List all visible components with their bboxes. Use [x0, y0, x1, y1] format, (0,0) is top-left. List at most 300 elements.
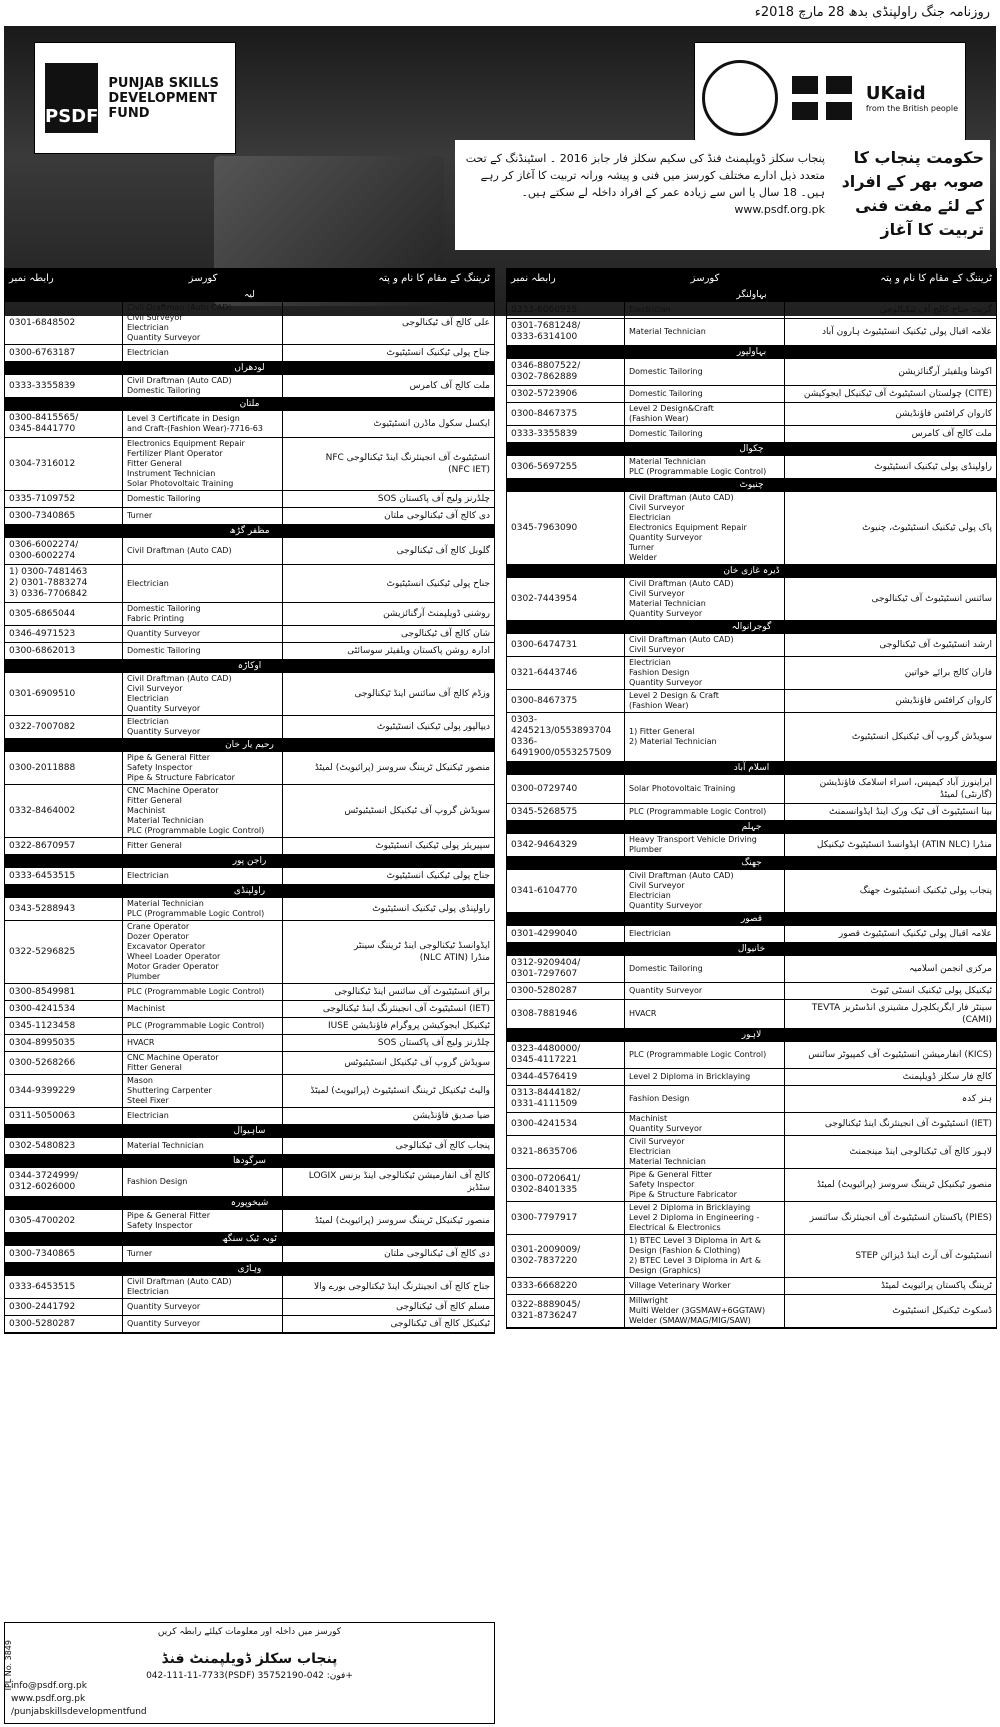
header-phone: رابطہ نمبر	[511, 273, 556, 284]
footer-facebook[interactable]: /punjabskillsdevelopmentfund	[11, 1707, 147, 1717]
institute-name: کالج فار سکلز ڈویلپمنٹ	[902, 1072, 992, 1082]
table-row	[5, 1035, 494, 1052]
course-list: Domestic Tailoring	[625, 386, 785, 402]
table-row	[5, 375, 494, 398]
course-list: 1) Fitter General 2) Material Technician	[625, 713, 785, 761]
ukaid-text: UKaid	[865, 83, 926, 104]
phone-number: 0301-6909510	[5, 673, 123, 715]
phone-number: 0306-5697255	[507, 456, 625, 478]
course-list: PLC (Programmable Logic Control)	[123, 1018, 283, 1034]
psdf-mark: PSDF	[45, 63, 98, 133]
institute-name: علی کالج آف ٹیکنالوجی	[402, 318, 490, 328]
phone-number: 0302-5480823	[5, 1138, 123, 1154]
table-row	[5, 508, 494, 525]
institute-name: SOS چلڈرنز ولیج آف پاکستان	[377, 1038, 490, 1048]
course-list: Domestic Tailoring	[123, 491, 283, 507]
phone-number: 0346-8807522/ 0302-7862889	[507, 359, 625, 385]
institute-name: مسلم کالج آف ٹیکنالوجی	[396, 1302, 490, 1312]
course-list: Electrician	[123, 565, 283, 602]
course-list: Civil Draftman (Auto CAD) Electrician	[123, 1276, 283, 1298]
course-list: Machinist	[123, 1001, 283, 1017]
city-header: جہلم	[507, 821, 996, 834]
table-row	[5, 984, 494, 1001]
table-row	[5, 752, 494, 785]
psdf-name: PUNJAB SKILLS DEVELOPMENT FUND	[108, 75, 219, 121]
institute-name: کاروان کرافٹس فاؤنڈیشن	[895, 696, 992, 706]
table-header	[507, 269, 996, 289]
header-institute: ٹریننگ کے مقام کا نام و پتہ	[880, 273, 992, 284]
course-list: Village Veterinary Worker	[625, 1278, 785, 1294]
city-header: گوجرانوالہ	[507, 621, 996, 634]
phone-number: 0300-5280287	[5, 1316, 123, 1332]
phone-number: 0302-7443954	[507, 578, 625, 620]
course-list: Fashion Design	[625, 1086, 785, 1112]
phone-number: 0303-4245213/0553893704 0336-6491900/0553257509	[507, 713, 625, 761]
table-row	[5, 1052, 494, 1075]
institute-name: سائنس انسٹیٹیوٹ آف ٹیکنالوجی	[871, 594, 992, 604]
table-row	[5, 565, 494, 603]
footer-title: پنجاب سکلز ڈویلپمنٹ فنڈ	[161, 1651, 338, 1667]
phone-number: 0321-8635706	[507, 1136, 625, 1168]
table-row	[5, 1276, 494, 1299]
table-row	[5, 643, 494, 660]
phone-number: 0306-6002274/ 0300-6002274	[5, 538, 123, 564]
table-row	[5, 868, 494, 885]
course-list: Quantity Surveyor	[123, 1299, 283, 1315]
table-row	[5, 626, 494, 643]
course-list: Material Technician	[123, 1138, 283, 1154]
phone-number: 0300-2441792	[5, 1299, 123, 1315]
institute-name: ہنر کدہ	[961, 1094, 992, 1104]
table-row	[5, 1299, 494, 1316]
course-list: Solar Photovoltaic Training	[625, 775, 785, 803]
intro-box	[455, 140, 990, 250]
ukaid-logo	[694, 42, 966, 154]
table-row	[507, 1069, 996, 1086]
course-list: PLC (Programmable Logic Control)	[625, 1042, 785, 1068]
institute-name: ٹریننگ پاکستان پرائیویٹ لمیٹڈ	[881, 1281, 992, 1291]
course-list: HVACR	[625, 1000, 785, 1028]
table-row	[5, 491, 494, 508]
course-list: Level 2 Diploma in Bricklaying	[625, 1069, 785, 1085]
course-list: Electrician	[625, 302, 785, 318]
phone-number: 0341-6104770	[507, 870, 625, 912]
institute-name: منصور ٹیکنیکل ٹریننگ سروسز (پرائیویٹ) لمیٹڈ	[816, 1180, 992, 1190]
institute-name: ایڈوانسڈ ٹیکنالوجی اینڈ ٹریننگ سینٹر (NLC ATIN) منڈرا	[354, 941, 490, 963]
city-header: ٹوبہ ٹیک سنگھ	[5, 1233, 494, 1246]
table-row	[507, 1113, 996, 1136]
course-list: Turner	[123, 1246, 283, 1262]
phone-number: 0333-3355839	[5, 375, 123, 397]
table-row	[507, 690, 996, 713]
phone-number: 0300-6763187	[5, 345, 123, 361]
ad-reference: IPL No. 3849	[4, 1640, 13, 1691]
institute-name: ایکسل سکول ماڈرن انسٹیٹیوٹ	[373, 419, 490, 429]
city-header: چکوال	[507, 443, 996, 456]
course-list: Electrician	[123, 1108, 283, 1124]
table-row	[5, 538, 494, 565]
table-row	[507, 302, 996, 319]
table-row	[5, 1316, 494, 1333]
phone-number: 0322-7007082	[5, 716, 123, 738]
institute-name: گریٹ جناح کالج آف ٹیکنالوجی	[879, 305, 992, 315]
course-list: Fashion Design	[123, 1168, 283, 1196]
table-row	[5, 673, 494, 716]
phone-number: 0302-5723906	[507, 386, 625, 402]
table-row	[507, 713, 996, 762]
footer-website[interactable]: www.psdf.org.pk	[11, 1694, 86, 1704]
course-list: Civil Draftman (Auto CAD) Civil Surveyor	[625, 634, 785, 656]
table-row	[507, 578, 996, 621]
course-list: Electrician Fashion Design Quantity Surveyor	[625, 657, 785, 689]
course-list: Level 2 Diploma in Bricklaying Level 2 Diploma in Engineering - Electrical & Electronics	[625, 1202, 785, 1234]
header-phone: رابطہ نمبر	[9, 273, 54, 284]
course-list: Quantity Surveyor	[123, 1316, 283, 1332]
course-list: Material Technician PLC (Programmable Logic Control)	[625, 456, 785, 478]
course-list: Machinist Quantity Surveyor	[625, 1113, 785, 1135]
city-header: لیہ	[5, 289, 494, 302]
course-list: Domestic Tailoring Fabric Printing	[123, 603, 283, 625]
phone-number: 0344-9399229	[5, 1075, 123, 1107]
phone-number: 0344-4576419	[507, 1069, 625, 1085]
psdf-logo	[34, 42, 236, 154]
course-list: Civil Draftman (Auto CAD) Civil Surveyor Material Technician Quantity Surveyor	[625, 578, 785, 620]
table-row	[5, 898, 494, 921]
phone-number: 0335-7109752	[5, 491, 123, 507]
table-row	[5, 1108, 494, 1125]
phone-number: 0300-8467375	[507, 690, 625, 712]
course-list: Civil Draftman (Auto CAD)	[123, 538, 283, 564]
city-header: سرگودھا	[5, 1155, 494, 1168]
table-row	[507, 926, 996, 943]
phone-number: 0304-7316012	[5, 438, 123, 490]
institute-name: سویڈش گروپ آف ٹیکنیکل انسٹیٹیوٹس	[344, 1058, 490, 1068]
phone-number: 0301-2009009/ 0302-7837220	[507, 1235, 625, 1277]
institute-name: سویڈش گروپ آف ٹیکنیکل انسٹیٹیوٹ	[851, 732, 992, 742]
city-header: اسلام آباد	[507, 762, 996, 775]
course-list: CNC Machine Operator Fitter General Machinist Material Technician PLC (Programmable Logic Control)	[123, 785, 283, 837]
table-row	[507, 1278, 996, 1295]
phone-number: 0322-8889045/ 0321-8736247	[507, 1295, 625, 1327]
course-list: Millwright Multi Welder (3GSMAW+6GGTAW) Welder (SMAW/MAG/MIG/SAW)	[625, 1295, 785, 1327]
city-header: ملتان	[5, 398, 494, 411]
institute-name: STEP انسٹیٹیوٹ آف آرٹ اینڈ ڈیزائن	[855, 1251, 992, 1261]
institute-name: جناح پولی ٹیکنیک انسٹیٹیوٹ	[386, 871, 490, 881]
course-list: Civil Surveyor Electrician Material Technician	[625, 1136, 785, 1168]
institute-name: انسٹیٹیوٹ آف انجینئرنگ اینڈ ٹیکنالوجی (IET)	[322, 1004, 490, 1014]
institute-name: والیٹ ٹیکنیکل ٹریننگ انسٹیٹیوٹ (پرائیویٹ) لمیٹڈ	[310, 1086, 490, 1096]
institute-name: کاروان کرافٹس فاؤنڈیشن	[895, 409, 992, 419]
phone-number: 0322-8670957	[5, 838, 123, 854]
table-row	[5, 1018, 494, 1035]
city-header: بہاولپور	[507, 346, 996, 359]
institute-name: اکوشا ویلفیئر آرگنائزیشن	[898, 367, 992, 377]
institute-name: جناح پولی ٹیکنیک انسٹیٹیوٹ	[386, 348, 490, 358]
institute-name: SOS چلڈرنز ولیج آف پاکستان	[377, 494, 490, 504]
institute-name: سپیریئر پولی ٹیکنیک انسٹیٹیوٹ	[375, 841, 490, 851]
institute-name: LOGIX کالج آف انفارمیشن ٹیکنالوجی اینڈ بزنس سٹڈیز	[308, 1171, 490, 1193]
phone-number: 0333-6453515	[5, 1276, 123, 1298]
table-row	[507, 1136, 996, 1169]
table-row	[507, 426, 996, 443]
table-row	[507, 492, 996, 565]
course-list: Material Technician PLC (Programmable Logic Control)	[123, 898, 283, 920]
institute-name: وزڈم کالج آف سائنس اینڈ ٹیکنالوجی	[354, 689, 490, 699]
table-row	[5, 1138, 494, 1155]
course-list: Quantity Surveyor	[123, 626, 283, 642]
ukaid-subtitle: from the British people	[865, 104, 959, 113]
course-list: Electrician Quantity Surveyor	[123, 716, 283, 738]
table-row	[5, 302, 494, 345]
phone-number: 0300-5280287	[507, 983, 625, 999]
institute-name: دی کالج آف ٹیکنالوجی ملتان	[384, 511, 490, 521]
city-header: وہاڑی	[5, 1263, 494, 1276]
course-list: Civil Draftman (Auto CAD) Domestic Tailoring	[123, 375, 283, 397]
institute-name: علامہ اقبال پولی ٹیکنیک انسٹیٹیوٹ قصور	[838, 929, 992, 939]
institute-name: NFC انسٹیٹیوٹ آف انجینئرنگ اینڈ ٹیکنالوجی (NFC IET)	[325, 453, 490, 475]
institute-name: سویڈش گروپ آف ٹیکنیکل انسٹیٹیوٹس	[344, 806, 490, 816]
table-row	[5, 603, 494, 626]
phone-number: 0301-6848502	[5, 302, 123, 344]
course-list: CNC Machine Operator Fitter General	[123, 1052, 283, 1074]
phone-number: 0300-8467375	[507, 403, 625, 425]
institute-name: چولستان انسٹیٹیوٹ آف ٹیکنیکل ایجوکیشن (CITE)	[803, 389, 992, 399]
table-row	[507, 956, 996, 983]
course-list: Level 3 Certificate in Design and Craft-(Fashion Wear)-7716-63	[123, 411, 283, 437]
city-header: بہاولنگر	[507, 289, 996, 302]
table-row	[5, 438, 494, 491]
table-row	[507, 775, 996, 804]
institute-name: دیپالپور پولی ٹیکنیک انسٹیٹیوٹ	[376, 722, 490, 732]
institute-name: ٹیکنیکل پولی ٹیکنیک انسٹی ٹیوٹ	[870, 986, 992, 996]
institute-name: بینا انسٹیٹیوٹ آف ٹیک ورک اینڈ ایڈوانسمنٹ	[828, 807, 992, 817]
phone-number: 0345-1123458	[5, 1018, 123, 1034]
phone-number: 0311-5050063	[5, 1108, 123, 1124]
city-header: ساہیوال	[5, 1125, 494, 1138]
phone-number: 0332-8464002	[5, 785, 123, 837]
course-list: Electrician	[625, 926, 785, 942]
institute-name: منصور ٹیکنیکل ٹریننگ سروسز (پرائیویٹ) لمیٹڈ	[314, 1216, 490, 1226]
phone-number: 1) 0300-7481463 2) 0301-7883274 3) 0336-7706842	[5, 565, 123, 602]
institute-name: علامہ اقبال پولی ٹیکنیک انسٹیٹیوٹ ہارون آباد	[822, 327, 992, 337]
table-row	[507, 657, 996, 690]
city-header: ڈیرہ غازی خان	[507, 565, 996, 578]
table-row	[507, 319, 996, 346]
phone-number: 0305-4700202	[5, 1210, 123, 1232]
city-header: شیخوپورہ	[5, 1197, 494, 1210]
course-list: HVACR	[123, 1035, 283, 1051]
course-list: Level 2 Design & Craft (Fashion Wear)	[625, 690, 785, 712]
institute-name: پنجاب پولی ٹیکنیک انسٹیٹیوٹ جھنگ	[859, 886, 992, 896]
city-header: قصور	[507, 913, 996, 926]
table-row	[507, 1202, 996, 1235]
intro-text: پنجاب سکلز ڈویلپمنٹ فنڈ کی سکیم سکلز فار جابز 2016 ۔ اسٹینڈنگ کے تحت متعدد ذیل ادارے مختلف کورسز میں فنی و پیشہ ورانہ تربیت کا آغاز کر رہے ہیں۔ 18 سال یا اس سے زیادہ عمر کے افراد داخلہ لے سکتے ہیں۔ www.psdf.org.pk	[465, 152, 825, 216]
table-row	[5, 1246, 494, 1263]
course-list: Quantity Surveyor	[625, 983, 785, 999]
header-course: کورسز	[188, 273, 218, 284]
institute-name: راولپنڈی پولی ٹیکنیک انسٹیٹیوٹ	[874, 462, 992, 472]
city-header: اوکاڑہ	[5, 660, 494, 673]
table-row	[507, 1042, 996, 1069]
table-row	[507, 1086, 996, 1113]
phone-number: 0300-8549981	[5, 984, 123, 1000]
phone-number: 0333-6453515	[5, 868, 123, 884]
course-list: Electrician	[123, 868, 283, 884]
institute-name: لاہور کالج آف ٹیکنالوجی اینڈ مینجمنٹ	[849, 1147, 992, 1157]
institute-name: مرکزی انجمن اسلامیہ	[909, 964, 992, 974]
institute-name: منصور ٹیکنیکل ٹریننگ سروسز (پرائیویٹ) لمیٹڈ	[314, 763, 490, 773]
newspaper-date-line: روزنامہ جنگ راولپنڈی بدھ 28 مارچ 2018ء	[754, 5, 990, 20]
institute-name: راولپنڈی پولی ٹیکنیک انسٹیٹیوٹ	[372, 904, 490, 914]
city-header: جھنگ	[507, 857, 996, 870]
institute-name: پاک پولی ٹیکنیک انسٹیٹیوٹ، چنیوٹ	[862, 523, 992, 533]
institute-name: ضیا صدیق فاؤنڈیشن	[412, 1111, 490, 1121]
course-list: Heavy Transport Vehicle Driving Plumber	[625, 834, 785, 856]
union-flag-icon	[792, 76, 852, 120]
institute-name: پاکستان انسٹیٹیوٹ آف انجینئرنگ سائنسز (PIES)	[809, 1213, 992, 1223]
institute-name: ملت کالج آف کامرس	[911, 429, 992, 439]
table-row	[507, 834, 996, 857]
course-list: PLC (Programmable Logic Control)	[625, 804, 785, 820]
course-list: Level 2 Design&Craft (Fashion Wear)	[625, 403, 785, 425]
table-row	[507, 634, 996, 657]
institute-name: جناح پولی ٹیکنیک انسٹیٹیوٹ	[386, 578, 490, 589]
table-row	[5, 1075, 494, 1108]
institute-name: ارشد انسٹیٹیوٹ آف ٹیکنالوجی	[879, 640, 992, 650]
table-row	[5, 345, 494, 362]
course-list: Electronics Equipment Repair Fertilizer Plant Operator Fitter General Instrument Technician Solar Photovoltaic Training	[123, 438, 283, 490]
city-header: مظفر گڑھ	[5, 525, 494, 538]
phone-number: 0308-7881946	[507, 1000, 625, 1028]
course-list: Domestic Tailoring	[625, 426, 785, 442]
intro-title: حکومت پنجاب کا صوبہ بھر کے افراد کے لئے مفت فنی تربیت کا آغاز	[841, 148, 984, 239]
course-list: Civil Draftman (Auto CAD) Civil Surveyor Electrician Quantity Surveyor	[123, 673, 283, 715]
phone-number: 0344-3724999/ 0312-6026000	[5, 1168, 123, 1196]
course-list: Pipe & General Fitter Safety Inspector Pipe & Structure Fabricator	[123, 752, 283, 784]
institute-name: ملت کالج آف کامرس	[409, 381, 490, 391]
table-row	[5, 1168, 494, 1197]
phone-number: 0312-9209404/ 0301-7297607	[507, 956, 625, 982]
course-list: Mason Shuttering Carpenter Steel Fixer	[123, 1075, 283, 1107]
table-row	[507, 983, 996, 1000]
institute-name: دی کالج آف ٹیکنالوجی ملتان	[384, 1249, 490, 1259]
table-row	[5, 716, 494, 739]
phone-number: 0321-6443746	[507, 657, 625, 689]
institute-name: فاران کالج برائے خواتین	[904, 668, 992, 678]
phone-number: 0305-6865044	[5, 603, 123, 625]
phone-number: 0301-4299040	[507, 926, 625, 942]
course-list: Crane Operator Dozer Operator Excavator Operator Wheel Loader Operator Motor Grader Operator Plumber	[123, 921, 283, 983]
phone-number: 0304-8995035	[5, 1035, 123, 1051]
course-list: Domestic Tailoring	[625, 956, 785, 982]
phone-number: 0345-5268575	[507, 804, 625, 820]
phone-number: 0346-4971523	[5, 626, 123, 642]
phone-number: 0300-0720641/ 0302-8401335	[507, 1169, 625, 1201]
course-list: 1) BTEC Level 3 Diploma in Art & Design (Fashion & Clothing) 2) BTEC Level 3 Diploma in Art & Design (Graphics)	[625, 1235, 785, 1277]
table-row	[507, 456, 996, 479]
course-list: Civil Draftman (Auto CAD) Civil Surveyor Electrician Quantity Surveyor	[625, 870, 785, 912]
course-list: Fitter General	[123, 838, 283, 854]
phone-number: 0300-4241534	[507, 1113, 625, 1135]
institute-name: گلوبل کالج آف ٹیکنالوجی	[396, 546, 490, 556]
institute-name: ایراینورز آباد کیمپس، اسراء اسلامک فاؤنڈیشن (گارنٹی) لمیٹڈ	[819, 778, 992, 800]
course-list: Domestic Tailoring	[123, 643, 283, 659]
course-list: Electrician	[123, 345, 283, 361]
table-row	[5, 838, 494, 855]
table-row	[507, 1295, 996, 1328]
left-table	[4, 268, 495, 1334]
institute-name: ڈسکوٹ ٹیکنیکل انسٹیٹیوٹ	[892, 1306, 992, 1316]
phone-number: 0300-6474731	[507, 634, 625, 656]
footer-email[interactable]: info@psdf.org.pk	[11, 1681, 87, 1691]
institute-name: ٹیکنیکل کالج آف ٹیکنالوجی	[390, 1319, 490, 1329]
phone-number: 0345-7963090	[507, 492, 625, 564]
course-list: Civil Draftman (Auto CAD) Civil Surveyor Electrician Electronics Equipment Repair Quantity Surveyor Turner Welder	[625, 492, 785, 564]
course-list: Material Technician	[625, 319, 785, 345]
institute-name: ایڈوانسڈ انسٹیٹیوٹ ٹیکنیکل (ATIN NLC) منڈرا	[816, 840, 992, 850]
institute-name: انفارمیشن انسٹیٹیوٹ آف کمپیوٹر سائنس (KICS)	[808, 1050, 992, 1060]
phone-number: 0343-5288943	[5, 898, 123, 920]
table-row	[5, 1210, 494, 1233]
table-row	[507, 1000, 996, 1029]
table-row	[507, 1235, 996, 1278]
table-row	[507, 386, 996, 403]
table-row	[5, 411, 494, 438]
phone-number: 0333-6060925	[507, 302, 625, 318]
phone-number: 0333-3355839	[507, 426, 625, 442]
institute-name: ادارہ روشن پاکستان ویلفیئر سوسائٹی	[347, 646, 490, 656]
institute-name: شان کالج آف ٹیکنالوجی	[401, 629, 490, 639]
table-row	[507, 359, 996, 386]
course-list: Pipe & General Fitter Safety Inspector	[123, 1210, 283, 1232]
table-row	[507, 804, 996, 821]
institute-name: انسٹیٹیوٹ آف انجینئرنگ اینڈ ٹیکنالوجی (IET)	[824, 1119, 992, 1129]
phone-number: 0300-5268266	[5, 1052, 123, 1074]
institute-name: جناح کالج آف انجینئرنگ اینڈ ٹیکنالوجی بورے والا	[313, 1282, 490, 1292]
phone-number: 0342-9464329	[507, 834, 625, 856]
institute-name: روشنی ڈویلپمنٹ آرگنائزیشن	[383, 609, 490, 619]
phone-number: 0300-7340865	[5, 1246, 123, 1262]
phone-number: 0300-7340865	[5, 508, 123, 524]
city-header: لاہور	[507, 1029, 996, 1042]
right-table	[506, 268, 997, 1329]
phone-number: 0301-7681248/ 0333-6314100	[507, 319, 625, 345]
city-header: راجن پور	[5, 855, 494, 868]
course-list: Civil Draftman (Auto CAD) Civil Surveyor Electrician Quantity Surveyor	[123, 302, 283, 344]
course-list: Pipe & General Fitter Safety Inspector Pipe & Structure Fabricator	[625, 1169, 785, 1201]
table-row	[5, 785, 494, 838]
city-header: لودھراں	[5, 362, 494, 375]
course-list: Turner	[123, 508, 283, 524]
phone-number: 0333-6668220	[507, 1278, 625, 1294]
institute-name: براق انسٹیٹیوٹ آف سائنس اینڈ ٹیکنالوجی	[334, 987, 490, 997]
institute-name: پنجاب کالج آف ٹیکنالوجی	[395, 1141, 490, 1151]
punjab-crest-icon	[702, 60, 778, 136]
course-list: PLC (Programmable Logic Control)	[123, 984, 283, 1000]
city-header: خانیوال	[507, 943, 996, 956]
table-header	[5, 269, 494, 289]
phone-number: 0323-4480000/ 0345-4117221	[507, 1042, 625, 1068]
institute-name: IUSE ٹیکنیکل ایجوکیشن پروگرام فاؤنڈیشن	[328, 1021, 490, 1031]
table-row	[507, 1169, 996, 1202]
phone-number: 0322-5296825	[5, 921, 123, 983]
phone-number: 0313-8444182/ 0331-4111509	[507, 1086, 625, 1112]
city-header: چنیوٹ	[507, 479, 996, 492]
phone-number: 0300-7797917	[507, 1202, 625, 1234]
table-row	[507, 870, 996, 913]
institute-name: TEVTA سینٹر فار ایگریکلچرل مشینری انڈسٹریز (CAMI)	[811, 1003, 992, 1025]
phone-number: 0300-4241534	[5, 1001, 123, 1017]
